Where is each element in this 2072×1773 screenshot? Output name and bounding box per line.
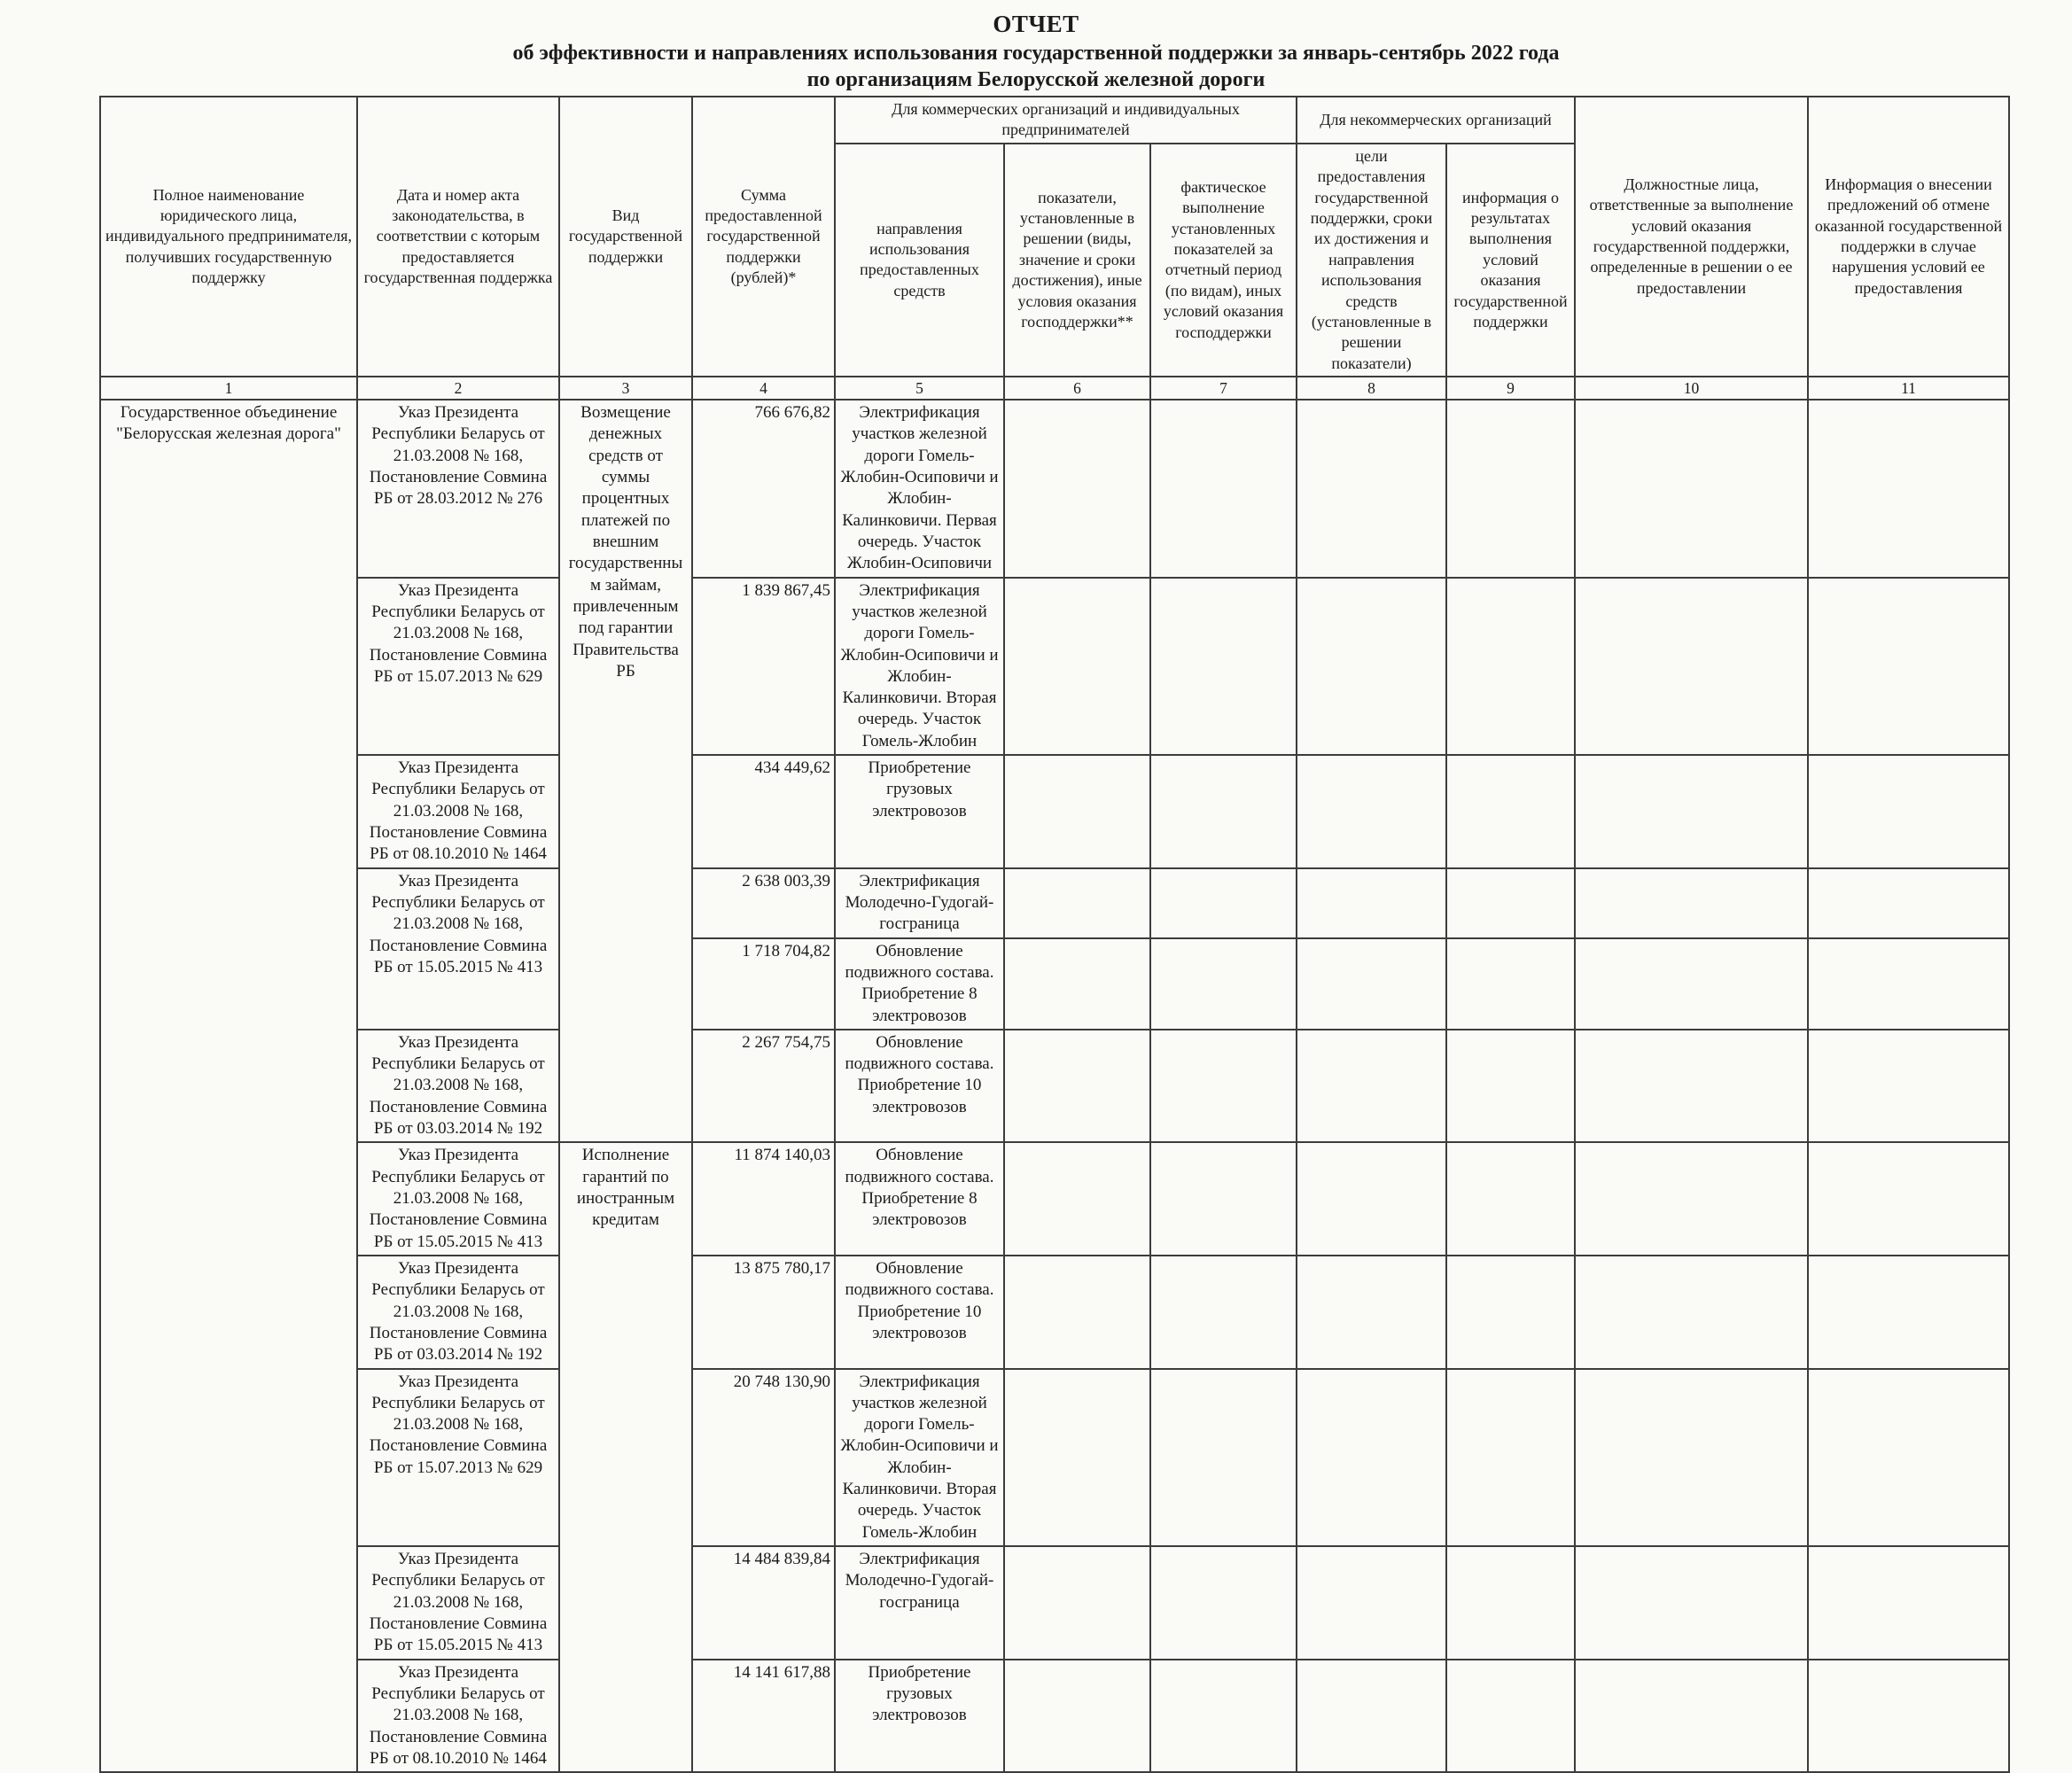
act-cell: Указ Президента Республики Беларусь от 21.03.2008 № 168, Постановление Совмина РБ от 15.07.2013 № 629 [357,578,559,756]
empty-cell [1150,1369,1297,1547]
column-header-org-name: Полное наименование юридического лица, индивидуального предпринимателя, получивших государственную поддержку [100,97,357,377]
empty-cell [1446,1142,1575,1256]
support-type-cell: Исполнение гарантий по иностранным кредитам [559,1142,692,1772]
column-number: 5 [835,377,1004,400]
empty-cell [1575,1546,1808,1660]
empty-cell [1575,1660,1808,1773]
empty-cell [1004,1369,1150,1547]
empty-cell [1808,1546,2009,1660]
empty-cell [1004,938,1150,1030]
empty-cell [1575,1369,1808,1547]
empty-cell [1575,400,1808,578]
table-row [100,1369,2009,1547]
empty-cell [1150,1660,1297,1773]
direction-cell: Электрификация участков железной дороги Гомель-Жлобин-Осиповичи и Жлобин-Калинковичи. Первая очередь. Участок Жлобин-Осиповичи [835,400,1004,578]
amount-cell: 14 141 617,88 [692,1660,835,1773]
table-row [100,1030,2009,1143]
empty-cell [1297,1256,1446,1369]
table-row [100,1546,2009,1660]
act-cell: Указ Президента Республики Беларусь от 21.03.2008 № 168, Постановление Совмина РБ от 15.05.2015 № 413 [357,868,559,1030]
org-name-cell: Государственное объединение "Белорусская железная дорога" [100,400,357,1772]
empty-cell [1808,1142,2009,1256]
empty-cell [1150,868,1297,938]
empty-cell [1446,578,1575,756]
empty-cell [1575,938,1808,1030]
group-header-noncommercial: Для некоммерческих организаций [1297,97,1575,144]
empty-cell [1446,1369,1575,1547]
empty-cell [1808,1369,2009,1547]
column-header-indicators: показатели, установленные в решении (виды, значение и сроки достижения), иные условия оказания господдержки** [1004,144,1150,377]
column-number: 4 [692,377,835,400]
empty-cell [1150,1546,1297,1660]
amount-cell: 766 676,82 [692,400,835,578]
table-row [100,1256,2009,1369]
empty-cell [1004,578,1150,756]
direction-cell: Электрификация Молодечно-Гудогай-госграница [835,1546,1004,1660]
empty-cell [1808,578,2009,756]
amount-cell: 14 484 839,84 [692,1546,835,1660]
act-cell: Указ Президента Республики Беларусь от 21.03.2008 № 168, Постановление Совмина РБ от 08.10.2010 № 1464 [357,755,559,868]
empty-cell [1297,1030,1446,1143]
direction-cell: Приобретение грузовых электровозов [835,1660,1004,1773]
empty-cell [1297,578,1446,756]
report-title-line2: об эффективности и направлениях использования государственной поддержки за январь-сентябрь 2022 года [512,41,1560,65]
report-title-line3: по организациям Белорусской железной дороги [806,68,1266,92]
empty-cell [1575,755,1808,868]
empty-cell [1446,1030,1575,1143]
act-cell: Указ Президента Республики Беларусь от 21.03.2008 № 168, Постановление Совмина РБ от 28.03.2012 № 276 [357,400,559,578]
empty-cell [1297,938,1446,1030]
empty-cell [1808,868,2009,938]
column-header-amount: Сумма предоставленной государственной поддержки (рублей)* [692,97,835,377]
column-header-act: Дата и номер акта законодательства, в соответствии с которым предоставляется государственная поддержка [357,97,559,377]
column-number: 9 [1446,377,1575,400]
act-cell: Указ Президента Республики Беларусь от 21.03.2008 № 168, Постановление Совмина РБ от 15.07.2013 № 629 [357,1369,559,1547]
column-number: 3 [559,377,692,400]
empty-cell [1004,1546,1150,1660]
report-title-line1: ОТЧЕТ [993,11,1079,37]
empty-cell [1446,755,1575,868]
empty-cell [1446,1660,1575,1773]
amount-cell: 434 449,62 [692,755,835,868]
empty-cell [1575,1256,1808,1369]
amount-cell: 11 874 140,03 [692,1142,835,1256]
empty-cell [1297,1546,1446,1660]
column-number: 11 [1808,377,2009,400]
empty-cell [1297,1369,1446,1547]
group-header-commercial: Для коммерческих организаций и индивидуальных предпринимателей [835,97,1297,144]
table-row [100,400,2009,578]
direction-cell: Приобретение грузовых электровозов [835,755,1004,868]
direction-cell: Обновление подвижного состава. Приобретение 10 электровозов [835,1030,1004,1143]
table-row [100,578,2009,756]
column-header-officials: Должностные лица, ответственные за выполнение условий оказания государственной поддержки, определенные в решении о ее предоставлении [1575,97,1808,377]
column-number: 7 [1150,377,1297,400]
empty-cell [1150,755,1297,868]
empty-cell [1808,1030,2009,1143]
column-header-actual-fulfillment: фактическое выполнение установленных показателей за отчетный период (по видам), иных условий оказания господдержки [1150,144,1297,377]
table-row [100,1660,2009,1773]
empty-cell [1297,400,1446,578]
column-number: 8 [1297,377,1446,400]
empty-cell [1150,1142,1297,1256]
empty-cell [1004,755,1150,868]
column-header-cancellation-info: Информация о внесении предложений об отмене оказанной государственной поддержки в случае нарушения условий ее предоставления [1808,97,2009,377]
column-number: 2 [357,377,559,400]
direction-cell: Обновление подвижного состава. Приобретение 10 электровозов [835,1256,1004,1369]
column-header-directions: направления использования предоставленных средств [835,144,1004,377]
empty-cell [1297,1660,1446,1773]
empty-cell [1808,1256,2009,1369]
amount-cell: 1 718 704,82 [692,938,835,1030]
column-number-row [100,377,2009,400]
column-header-support-type: Вид государственной поддержки [559,97,692,377]
act-cell: Указ Президента Республики Беларусь от 21.03.2008 № 168, Постановление Совмина РБ от 03.03.2014 № 192 [357,1030,559,1143]
act-cell: Указ Президента Республики Беларусь от 21.03.2008 № 168, Постановление Совмина РБ от 08.10.2010 № 1464 [357,1660,559,1773]
column-number: 6 [1004,377,1150,400]
empty-cell [1297,868,1446,938]
act-cell: Указ Президента Республики Беларусь от 21.03.2008 № 168, Постановление Совмина РБ от 15.05.2015 № 413 [357,1546,559,1660]
direction-cell: Электрификация Молодечно-Гудогай-госграница [835,868,1004,938]
direction-cell: Обновление подвижного состава. Приобретение 8 электровозов [835,1142,1004,1256]
direction-cell: Электрификация участков железной дороги Гомель-Жлобин-Осиповичи и Жлобин-Калинковичи. Вторая очередь. Участок Гомель-Жлобин [835,1369,1004,1547]
empty-cell [1150,400,1297,578]
act-cell: Указ Президента Республики Беларусь от 21.03.2008 № 168, Постановление Совмина РБ от 03.03.2014 № 192 [357,1256,559,1369]
amount-cell: 13 875 780,17 [692,1256,835,1369]
empty-cell [1150,1030,1297,1143]
report-title [0,9,2072,94]
empty-cell [1575,868,1808,938]
empty-cell [1446,868,1575,938]
empty-cell [1004,1030,1150,1143]
empty-cell [1004,1256,1150,1369]
amount-cell: 20 748 130,90 [692,1369,835,1547]
amount-cell: 2 638 003,39 [692,868,835,938]
empty-cell [1808,938,2009,1030]
empty-cell [1004,400,1150,578]
empty-cell [1150,1256,1297,1369]
empty-cell [1808,755,2009,868]
empty-cell [1446,400,1575,578]
column-header-results-info: информация о результатах выполнения условий оказания государственной поддержки [1446,144,1575,377]
empty-cell [1446,1546,1575,1660]
table-row [100,868,2009,938]
empty-cell [1150,578,1297,756]
table-row [100,755,2009,868]
empty-cell [1808,1660,2009,1773]
empty-cell [1004,868,1150,938]
report-table [99,96,2010,1773]
amount-cell: 1 839 867,45 [692,578,835,756]
column-number: 1 [100,377,357,400]
empty-cell [1575,578,1808,756]
empty-cell [1446,938,1575,1030]
empty-cell [1297,755,1446,868]
empty-cell [1150,938,1297,1030]
column-header-goals: цели предоставления государственной поддержки, сроки их достижения и направления использования средств (установленные в решении показатели) [1297,144,1446,377]
empty-cell [1575,1142,1808,1256]
empty-cell [1808,400,2009,578]
act-cell: Указ Президента Республики Беларусь от 21.03.2008 № 168, Постановление Совмина РБ от 15.05.2015 № 413 [357,1142,559,1256]
empty-cell [1004,1660,1150,1773]
direction-cell: Электрификация участков железной дороги Гомель-Жлобин-Осиповичи и Жлобин-Калинковичи. Вторая очередь. Участок Гомель-Жлобин [835,578,1004,756]
table-row [100,1142,2009,1256]
empty-cell [1004,1142,1150,1256]
support-type-cell: Возмещение денежных средств от суммы процентных платежей по внешним государственным займам, привлеченным под гарантии Правительства РБ [559,400,692,1142]
empty-cell [1446,1256,1575,1369]
empty-cell [1575,1030,1808,1143]
direction-cell: Обновление подвижного состава. Приобретение 8 электровозов [835,938,1004,1030]
column-number: 10 [1575,377,1808,400]
empty-cell [1297,1142,1446,1256]
amount-cell: 2 267 754,75 [692,1030,835,1143]
